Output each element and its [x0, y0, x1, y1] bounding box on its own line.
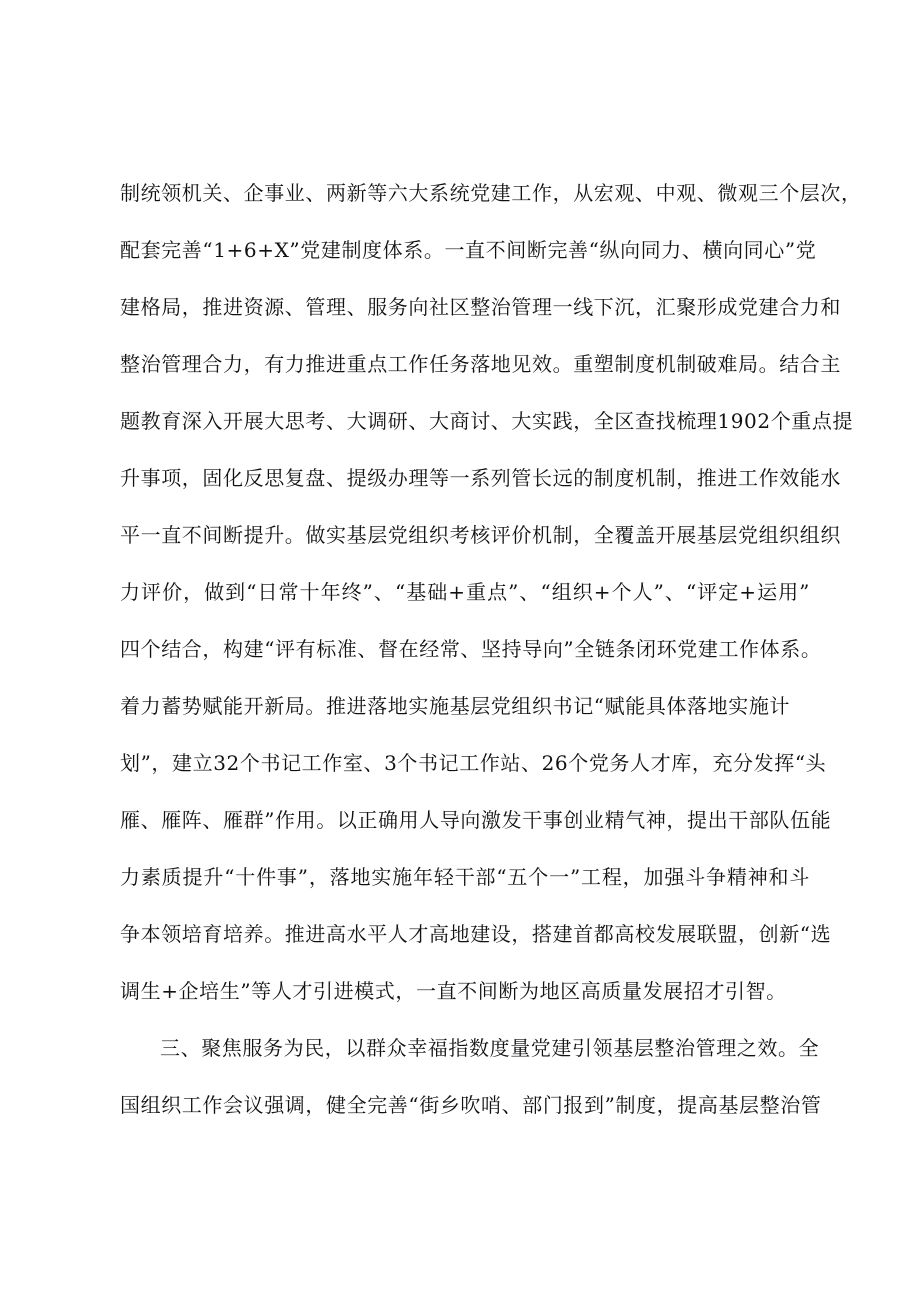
text-line: 着力蓄势赋能开新局。推进落地实施基层党组织书记“赋能具体落地实施计 [120, 694, 791, 718]
text-line: 整治管理合力，有力推进重点工作任务落地见效。重塑制度机制破难局。结合主 [120, 352, 841, 376]
text-line: 平一直不间断提升。做实基层党组织考核评价机制，全覆盖开展基层党组织组织 [120, 523, 841, 547]
text-line: 升事项，固化反思复盘、提级办理等一系列管长远的制度机制，推进工作效能水 [120, 466, 841, 490]
paragraph-last-line: 调生+企培生”等人才引进模式，一直不间断为地区高质量发展招才引智。 [120, 979, 787, 1003]
text-line: 雁、雁阵、雁群”作用。以正确用人导向激发干事创业精气神，提出干部队伍能 [120, 808, 832, 832]
text-line: 国组织工作会议强调，健全完善“街乡吹哨、部门报到”制度，提高基层整治管 [120, 1093, 822, 1117]
text-line: 力素质提升“十件事”，落地实施年轻干部“五个一”工程，加强斗争精神和斗 [120, 865, 810, 889]
section-heading-line: 三、聚焦服务为民，以群众幸福指数度量党建引领基层整治管理之效。全 [160, 1036, 820, 1060]
text-line: 划”，建立32个书记工作室、3个书记工作站、26个党务人才库，充分发挥“头 [120, 751, 827, 775]
text-line: 制统领机关、企事业、两新等六大系统党建工作，从宏观、中观、微观三个层次， [120, 181, 862, 205]
text-line: 四个结合，构建“评有标准、督在经常、坚持导向”全链条闭环党建工作体系。 [120, 637, 822, 661]
text-line: 建格局，推进资源、管理、服务向社区整治管理一线下沉，汇聚形成党建合力和 [120, 295, 841, 319]
text-line: 配套完善“1+6+X”党建制度体系。一直不间断完善“纵向同力、横向同心”党 [120, 238, 817, 262]
text-line: 争本领培育培养。推进高水平人才高地建设，搭建首都高校发展联盟，创新“选 [120, 922, 832, 946]
text-line: 题教育深入开展大思考、大调研、大商讨、大实践，全区查找梳理1902个重点提 [120, 409, 854, 433]
text-line: 力评价，做到“日常十年终”、“基础+重点”、“组织+个人”、“评定+运用” [120, 580, 810, 604]
